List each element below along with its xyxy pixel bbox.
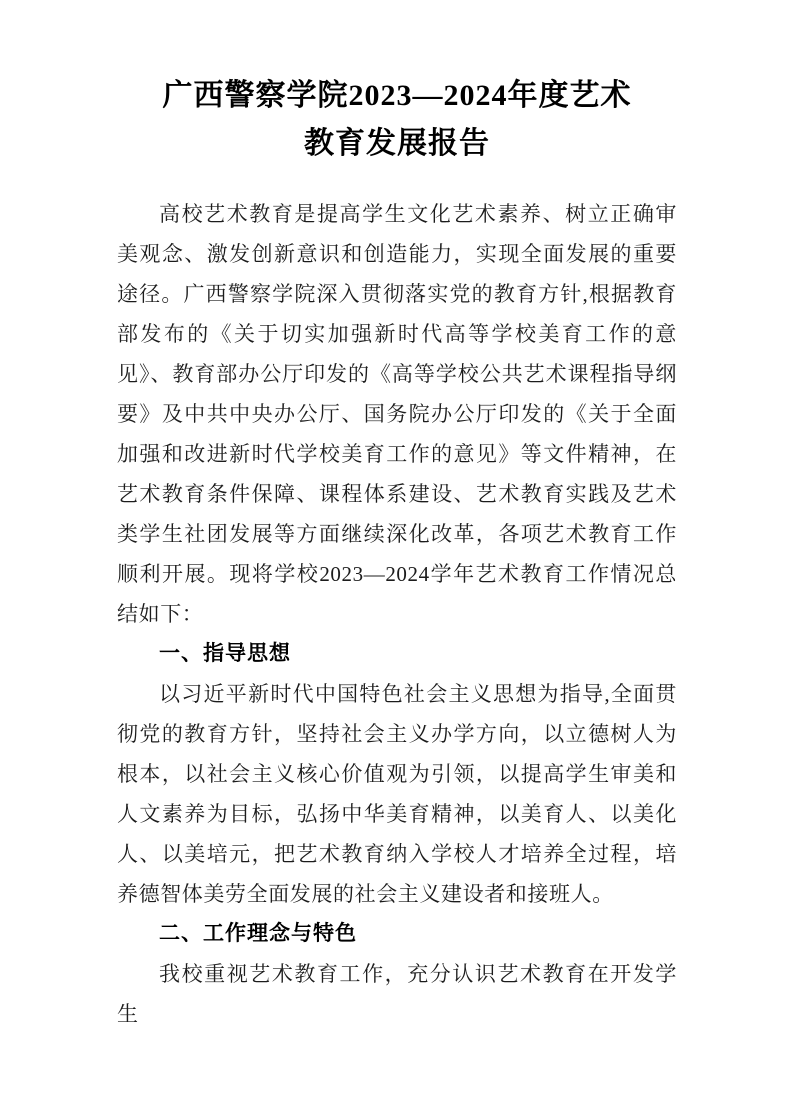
document-title (117, 72, 677, 168)
section-heading: 二、工作理念与特色 (159, 922, 357, 945)
section-heading: 一、指导思想 (159, 642, 291, 665)
document-body (117, 194, 677, 1034)
paragraph: 我校重视艺术教育工作，充分认识艺术教育在开发学生 (117, 962, 677, 1026)
paragraph: 以习近平新时代中国特色社会主义思想为指导,全面贯彻党的教育方针，坚持社会主义办学方向，以立德树人为根本，以社会主义核心价值观为引领，以提高学生审美和人文素养为目标，弘扬中华美育精神，以美育人、以美化人、以美培元，把艺术教育纳入学校人才培养全过程，培养德智体美劳全面发展的社会主义建设者和接班人。 (117, 682, 677, 906)
document-title-line-2: 教育发展报告 (304, 127, 490, 160)
document-title-line-1: 广西警察学院2023—2024年度艺术 (162, 79, 632, 112)
paragraph: 高校艺术教育是提高学生文化艺术素养、树立正确审美观念、激发创新意识和创造能力，实现全面发展的重要途径。广西警察学院深入贯彻落实党的教育方针,根据教育部发布的《关于切实加强新时代高等学校美育工作的意见》、教育部办公厅印发的《高等学校公共艺术课程指导纲要》及中共中央办公厅、国务院办公厅印发的《关于全面加强和改进新时代学校美育工作的意见》等文件精神，在艺术教育条件保障、课程体系建设、艺术教育实践及艺术类学生社团发展等方面继续深化改革，各项艺术教育工作顺利开展。现将学校2023—2024学年艺术教育工作情况总结如下： (117, 202, 677, 626)
